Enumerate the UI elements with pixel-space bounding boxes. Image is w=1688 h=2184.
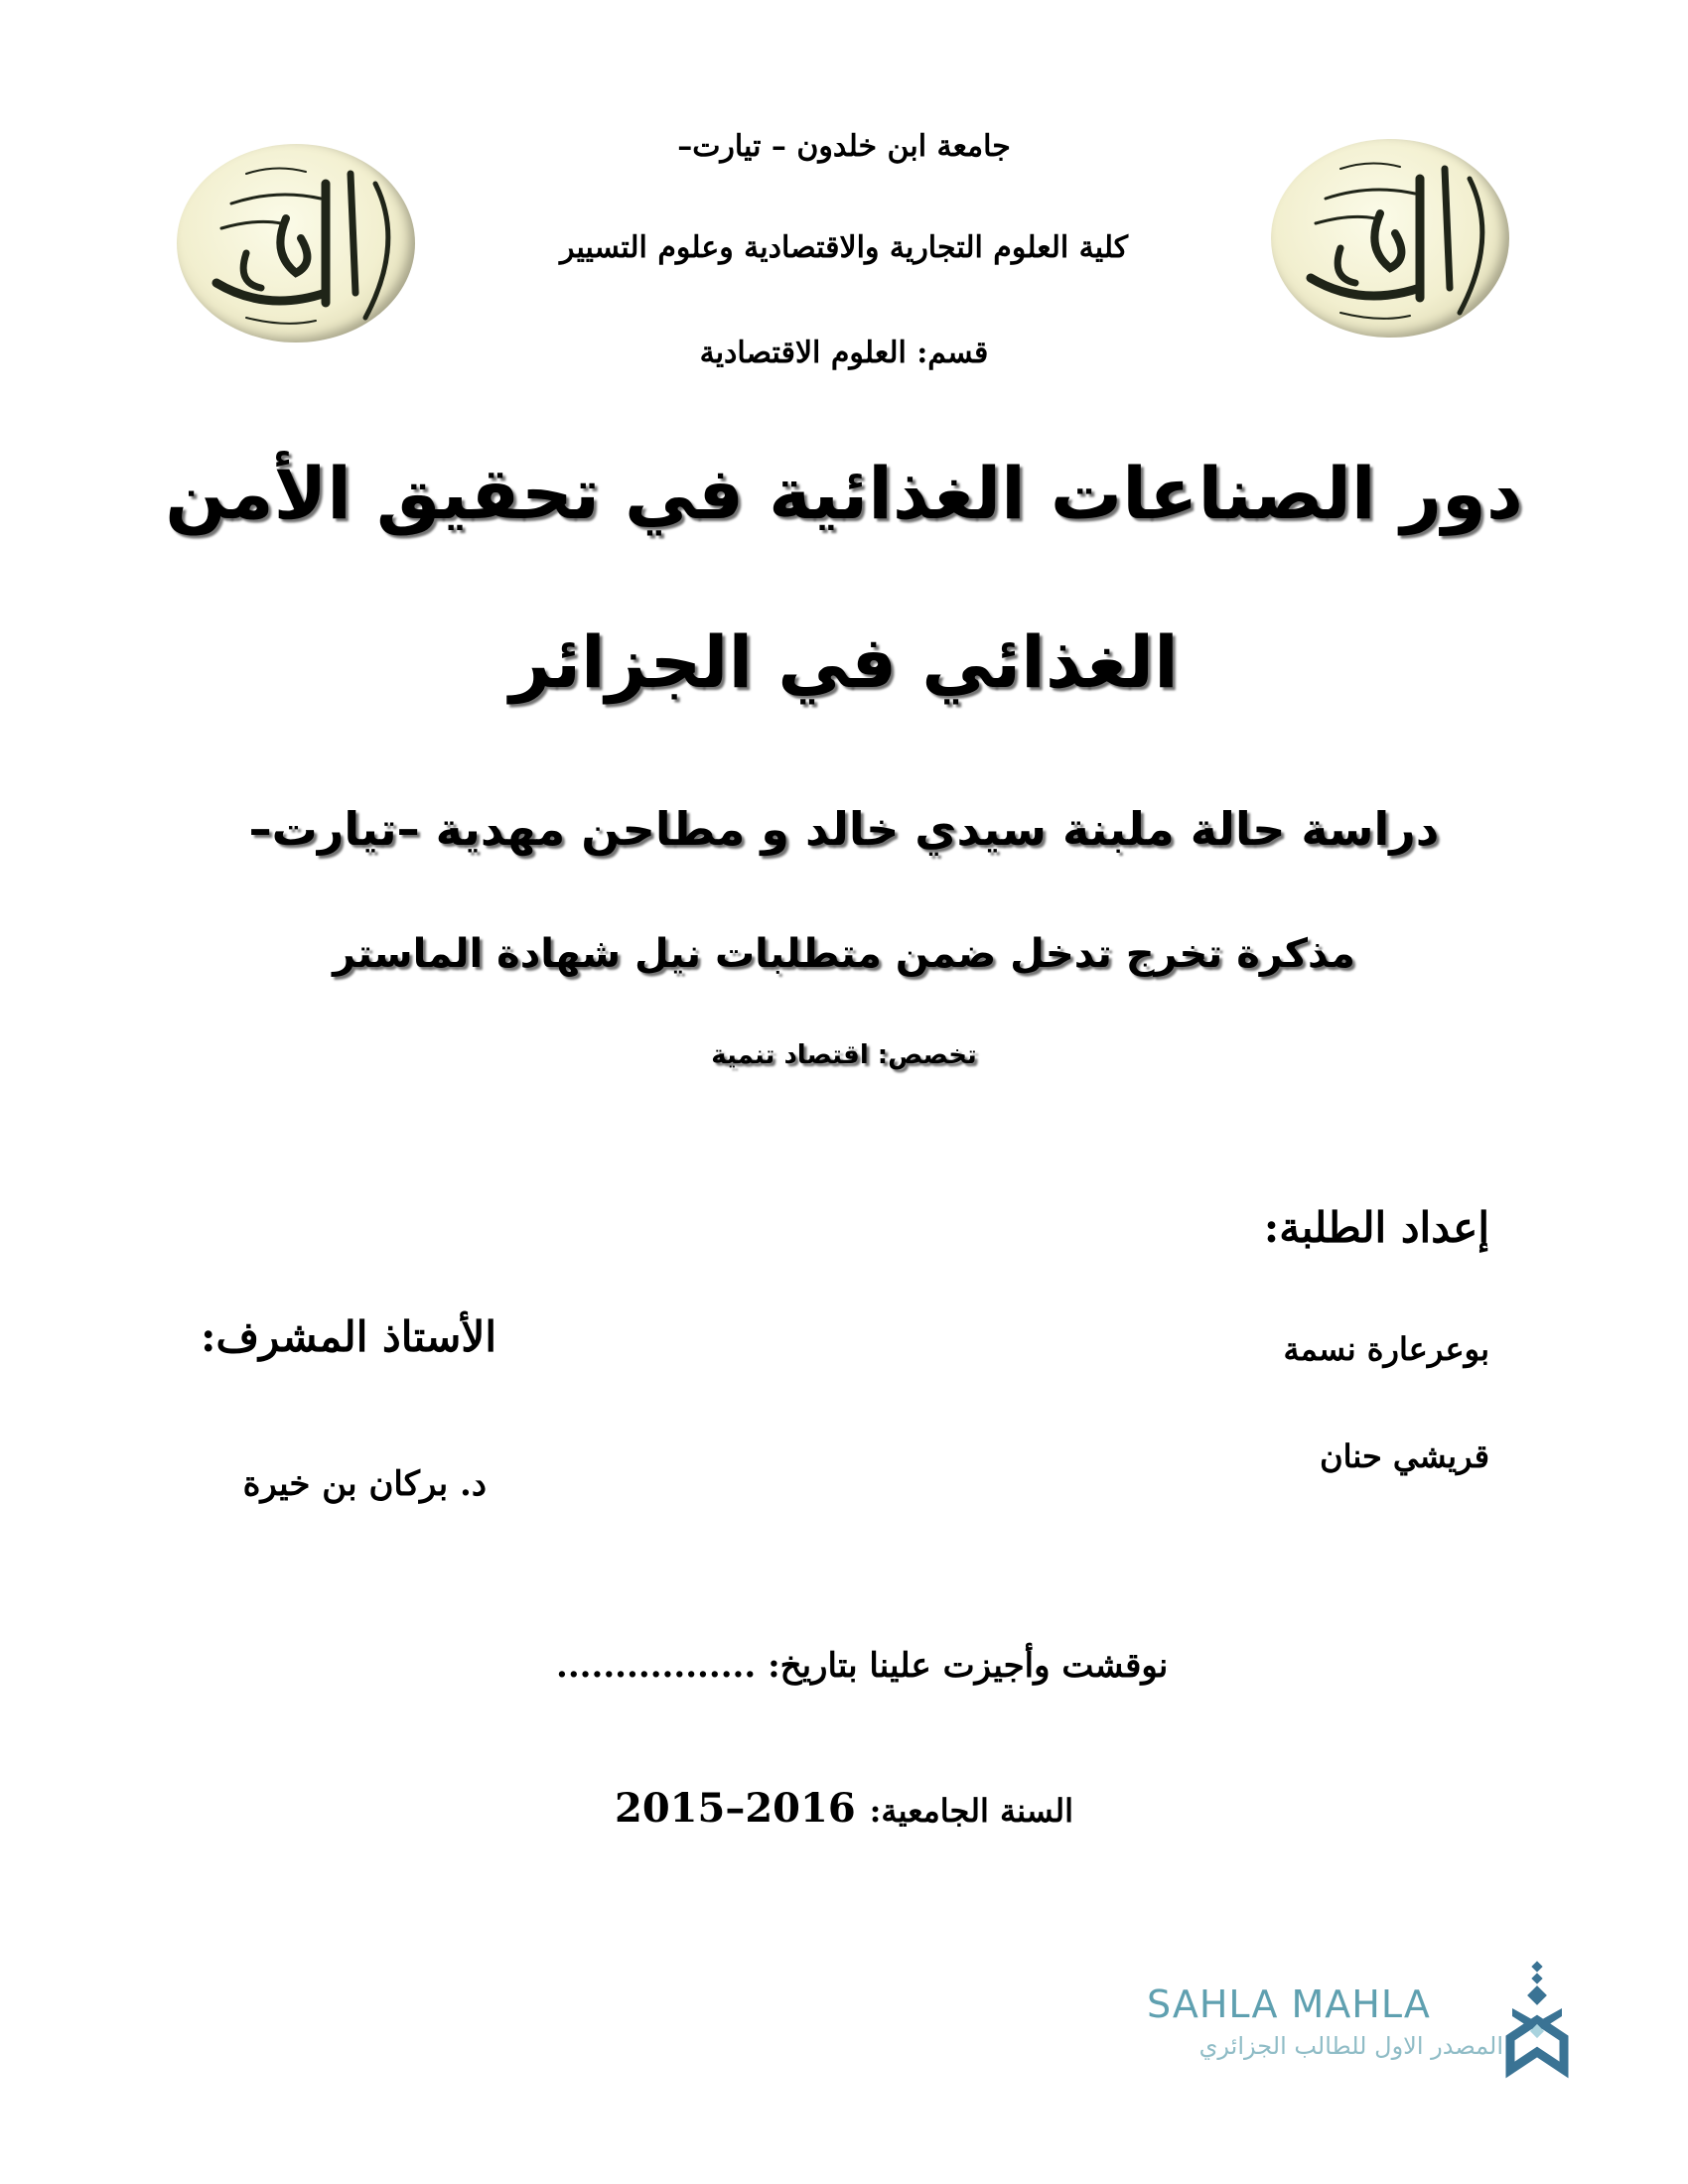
sahla-mahla-emblem-icon: [1502, 1961, 1574, 2080]
sahla-mahla-tagline: المصدر الاول للطالب الجزائري: [1198, 2032, 1503, 2060]
thesis-title-line-2: الغذائي في الجزائر: [509, 620, 1179, 704]
specialty: تخصص: اقتصاد تنمية: [711, 1040, 977, 1070]
faculty-name: كلية العلوم التجارية والاقتصادية وعلوم التسيير: [559, 230, 1129, 265]
university-name: جامعة ابن خلدون – تيارت–: [677, 129, 1011, 164]
defense-date-placeholder: .................: [556, 1646, 757, 1686]
supervisor-name: د. بركان بن خيرة: [242, 1464, 487, 1504]
student-name-1: بوعرعارة نسمة: [1283, 1330, 1489, 1368]
sahla-mahla-logo: [1147, 1971, 1574, 2080]
students-label: إعداد الطلبة:: [1263, 1203, 1489, 1252]
department-name: قسم: العلوم الاقتصادية: [699, 336, 989, 370]
defense-label: نوقشت وأجيزت علينا بتاريخ:: [768, 1646, 1169, 1686]
defense-date-line: [556, 1646, 1231, 1686]
academic-year-label: السنة الجامعية:: [869, 1792, 1073, 1830]
academic-year-line: [596, 1785, 1092, 1832]
memo-statement: مذكرة تخرج تدخل ضمن متطلبات نيل شهادة الماستر: [333, 931, 1355, 977]
student-name-2: قريشي حنان: [1320, 1437, 1489, 1475]
case-study-subtitle: دراسة حالة ملبنة سيدي خالد و مطاحن مهدية –تيارت–: [248, 802, 1440, 856]
sahla-mahla-wordmark: SAHLA MAHLA: [1147, 1982, 1431, 2026]
supervisor-label: الأستاذ المشرف:: [200, 1312, 496, 1361]
academic-year-value: 2015–2016: [615, 1785, 856, 1832]
thesis-title-line-1: دور الصناعات الغذائية في تحقيق الأمن: [165, 452, 1523, 535]
